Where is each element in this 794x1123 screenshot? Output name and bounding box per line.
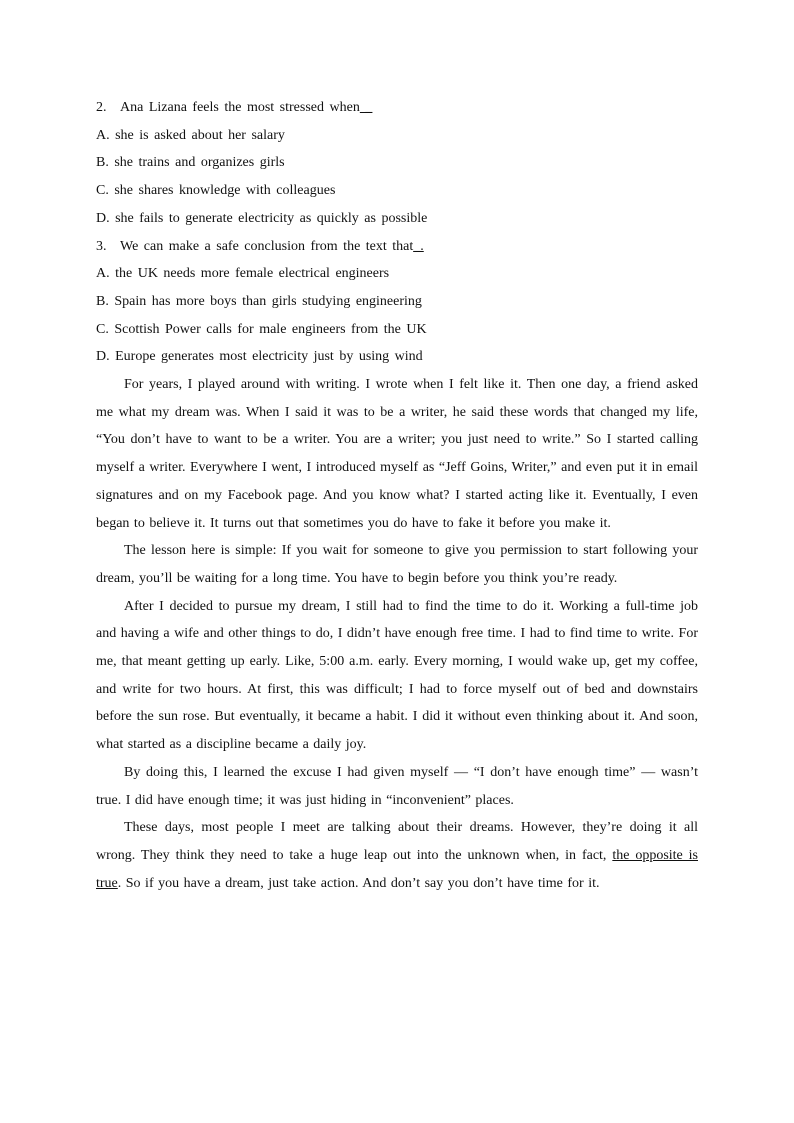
option-c: C. she shares knowledge with colleagues bbox=[96, 183, 336, 199]
option-d: D. she fails to generate electricity as quickly as possible bbox=[96, 210, 428, 226]
question-number: 2. bbox=[96, 100, 107, 115]
option-b: B. Spain has more boys than girls studying engineering bbox=[96, 293, 422, 309]
option-c: C. Scottish Power calls for male engineers from the UK bbox=[96, 321, 427, 337]
passage-paragraph-1: For years, I played around with writing. I wrote when I felt like it. Then one day, a friend asked me what my dream was. When I said it was to be a writer, he said these words that changed my life, “You don’t have to want to be a writer. You are a writer; you just need to write.” So I started calling myself a writer. Everywhere I went, I introduced myself as “Jeff Goins, Writer,” and even put it in email signatures and on my Facebook page. And you know what? I started acting like it. Eventually, I even began to believe it. It turns out that sometimes you do have to fake it before you make it. bbox=[96, 377, 698, 531]
document-page bbox=[96, 94, 698, 897]
answer-blank: _. bbox=[413, 238, 424, 254]
passage-paragraph-3: After I decided to pursue my dream, I still had to find the time to do it. Working a full-time job and having a wife and other things to do, I didn’t have enough free time. I had to find time to write. For me, that meant getting up early. Like, 5:00 a.m. early. Every morning, I would wake up, get my coffee, and write for two hours. At first, this was difficult; I had to force myself out of bed and downstairs before the sun rose. But eventually, it became a habit. I did it without even thinking about it. And soon, what started as a discipline became a daily joy. bbox=[96, 598, 698, 753]
question-2-stem bbox=[96, 94, 698, 122]
answer-blank: _ bbox=[359, 100, 373, 115]
passage-paragraph-5 bbox=[96, 814, 698, 897]
option-b: B. she trains and organizes girls bbox=[96, 155, 285, 171]
question-text: We can make a safe conclusion from the text that bbox=[120, 238, 414, 254]
passage-paragraph-2: The lesson here is simple: If you wait for someone to give you permission to start following your dream, you’ll be waiting for a long time. You have to begin before you think you’re ready. bbox=[96, 543, 698, 586]
paragraph-text: These days, most people I meet are talking about their dreams. However, they’re doing it all wrong. They think they need to take a huge leap out into the unknown when, in fact, bbox=[96, 820, 698, 863]
question-number: 3. bbox=[96, 238, 107, 254]
underlined-phrase: the opposite is true bbox=[96, 847, 698, 891]
option-a: A. the UK needs more female electrical engineers bbox=[96, 266, 390, 282]
option-a: A. she is asked about her salary bbox=[96, 127, 285, 143]
question-text: Ana Lizana feels the most stressed when bbox=[120, 100, 360, 115]
option-d: D. Europe generates most electricity just by using wind bbox=[96, 349, 423, 365]
paragraph-text: . So if you have a dream, just take action. And don’t say you don’t have time for it. bbox=[117, 875, 600, 891]
question-3-stem bbox=[96, 233, 698, 261]
passage-paragraph-4: By doing this, I learned the excuse I had given myself — “I don’t have enough time” — wasn’t true. I did have enough time; it was just hiding in “inconvenient” places. bbox=[96, 764, 698, 808]
